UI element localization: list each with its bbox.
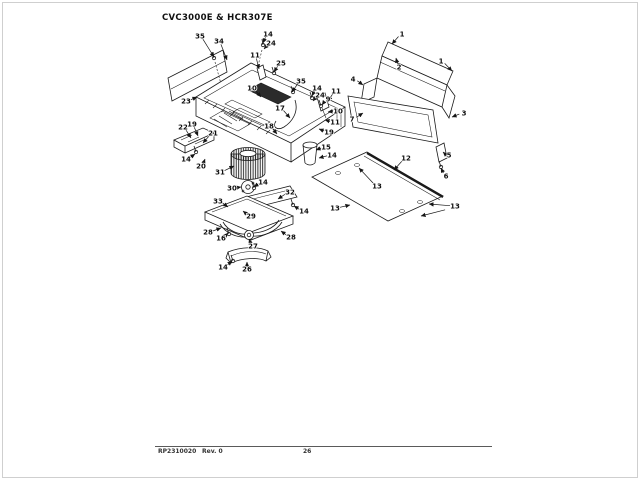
part-callout: 32 xyxy=(285,188,295,197)
part-callout: 14 xyxy=(218,263,228,272)
part-callout: 27 xyxy=(248,242,258,251)
footer-page-number: 26 xyxy=(303,448,312,455)
part-callout: 30 xyxy=(227,184,237,193)
part-callout: 13 xyxy=(330,204,340,213)
part-callout: 29 xyxy=(246,212,256,221)
callout-leader xyxy=(357,81,363,85)
blower-wheel xyxy=(231,148,265,180)
part-callout: 22 xyxy=(178,123,188,132)
part-callout: 1 xyxy=(399,30,405,39)
part-callout: 11 xyxy=(331,87,341,96)
part-callout: 1 xyxy=(438,57,444,66)
part-callout: 11 xyxy=(250,51,260,60)
callout-leader xyxy=(429,204,450,206)
part-callout: 14 xyxy=(181,155,191,164)
part-callout: 15 xyxy=(321,143,331,152)
part-callout: 2 xyxy=(396,63,402,72)
part-callout: 26 xyxy=(242,265,252,274)
part-callout: 14 xyxy=(263,30,273,39)
part-callout: 10 xyxy=(333,107,343,116)
callout-leader xyxy=(319,156,327,158)
part-callout: 17 xyxy=(275,104,285,113)
callout-leader xyxy=(213,228,221,231)
part-callout: 3 xyxy=(461,109,467,118)
part-callout: 18 xyxy=(264,122,274,131)
part-callout: 31 xyxy=(215,168,225,177)
part-callout: 4 xyxy=(350,75,356,84)
part-callout: 10 xyxy=(247,84,257,93)
part-callout: 35 xyxy=(296,77,306,86)
part-callout: 14 xyxy=(299,207,309,216)
part-callout: 14 xyxy=(312,84,322,93)
part-callout: 5 xyxy=(446,151,452,160)
callout-leader xyxy=(340,205,350,207)
part-callout: 7 xyxy=(349,115,355,124)
page-title: CVC3000E & HCR307E xyxy=(162,13,273,23)
part-callout: 28 xyxy=(203,228,213,237)
side-bracket xyxy=(436,143,447,162)
part-callout: 28 xyxy=(286,233,296,242)
part-callout: 11 xyxy=(330,118,340,127)
part-callout: 6 xyxy=(443,172,449,181)
footer-revision: Rev. 0 xyxy=(202,448,223,455)
part-callout: 20 xyxy=(196,162,206,171)
part-callout: 13 xyxy=(450,202,460,211)
part-callout: 13 xyxy=(372,182,382,191)
callout-leader xyxy=(392,37,399,45)
footer-doc-number: RP2310020 xyxy=(158,448,197,455)
part-callout: 12 xyxy=(401,154,411,163)
part-callout: 24 xyxy=(315,91,325,100)
part-callout: 14 xyxy=(258,178,268,187)
part-callout: 34 xyxy=(214,37,224,46)
part-callout: 33 xyxy=(213,197,223,206)
part-callout: 21 xyxy=(208,129,218,138)
part-callout: 16 xyxy=(216,234,226,243)
callout-leader xyxy=(203,39,214,57)
part-callout: 23 xyxy=(181,97,191,106)
callout-leader xyxy=(237,187,241,188)
callout-leader xyxy=(190,154,195,157)
callout-leader xyxy=(421,210,445,216)
part-callout: 24 xyxy=(266,39,276,48)
deflector-panel xyxy=(348,96,438,143)
part-callout: 14 xyxy=(327,151,337,160)
footer-rule xyxy=(155,446,492,447)
part-callout: 35 xyxy=(195,32,205,41)
part-callout: 25 xyxy=(276,59,286,68)
part-callout: 19 xyxy=(324,128,334,137)
part-callout: 19 xyxy=(187,120,197,129)
part-callout: 9 xyxy=(325,95,331,104)
callout-leader xyxy=(452,114,459,117)
